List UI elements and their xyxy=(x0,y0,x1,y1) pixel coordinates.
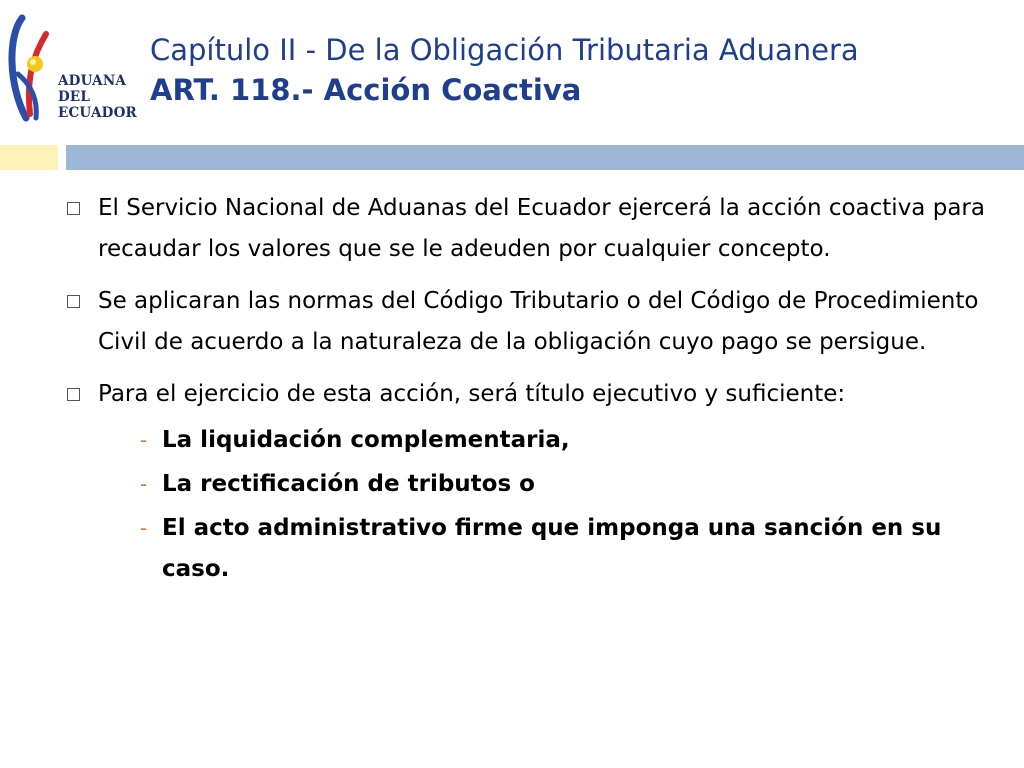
header-bar-accent xyxy=(0,145,58,170)
square-bullet-icon xyxy=(67,295,80,308)
square-bullet-icon xyxy=(67,388,80,401)
sub-list xyxy=(60,420,990,590)
logo-line-2: DEL xyxy=(58,89,91,105)
bullet-item xyxy=(60,374,990,415)
logo-line-1: ADUANA xyxy=(58,73,127,89)
sub-item xyxy=(60,464,990,505)
header-bar xyxy=(66,145,1024,170)
sub-item-text: La rectificación de tributos o xyxy=(162,471,535,497)
square-bullet-icon xyxy=(67,202,80,215)
dash-bullet-icon: - xyxy=(140,472,148,496)
aduana-logo xyxy=(8,14,138,126)
logo-line-3: ECUADOR xyxy=(58,105,137,121)
logo-text xyxy=(58,73,137,121)
bullet-item xyxy=(60,281,990,363)
slide-title xyxy=(150,30,1010,110)
bullet-text: Para el ejercicio de esta acción, será título ejecutivo y suficiente: xyxy=(98,381,846,407)
bullet-item xyxy=(60,188,990,270)
title-article: ART. 118.- Acción Coactiva xyxy=(150,73,582,107)
sub-item-text: La liquidación complementaria, xyxy=(162,427,570,453)
sub-item-text: El acto administrativo firme que imponga una sanción en su caso. xyxy=(162,515,942,582)
title-chapter: Capítulo II - De la Obligación Tributaria Aduanera xyxy=(150,33,859,67)
dash-bullet-icon: - xyxy=(140,516,148,540)
sub-item xyxy=(60,420,990,461)
bullet-text: Se aplicaran las normas del Código Tributario o del Código de Procedimiento Civil de acuerdo a la naturaleza de la obligación cuyo pago se persigue. xyxy=(98,288,979,355)
sub-item xyxy=(60,508,990,590)
dash-bullet-icon: - xyxy=(140,428,148,452)
bullet-text: El Servicio Nacional de Aduanas del Ecuador ejercerá la acción coactiva para recaudar los valores que se le adeuden por cualquier concepto. xyxy=(98,195,985,262)
slide-content xyxy=(60,188,990,593)
